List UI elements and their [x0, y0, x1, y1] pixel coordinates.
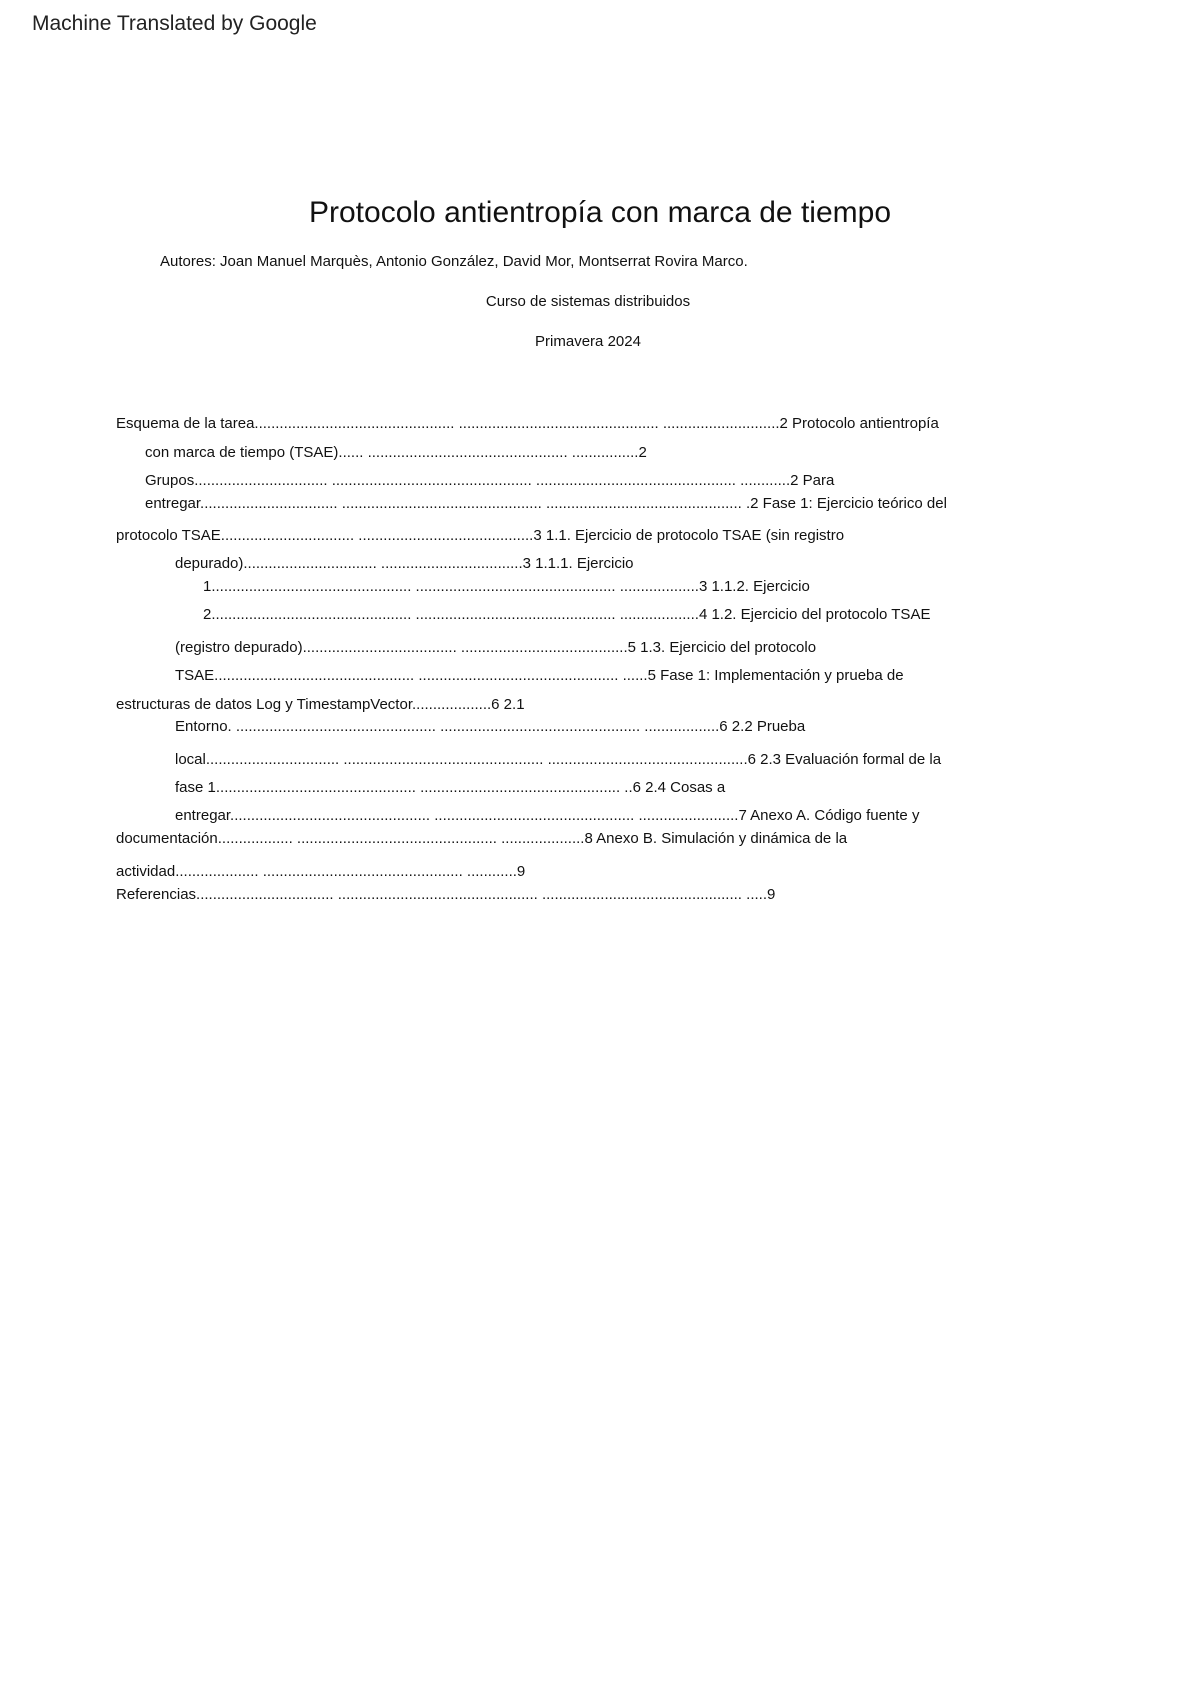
- toc-line: 2................................................ ................................................ ...................4 1.2. Ejercicio del protocolo TSAE: [203, 606, 931, 623]
- toc-line: Esquema de la tarea................................................ ................................................ ............................2 Protocolo antientropía: [116, 415, 939, 432]
- toc-line: entregar................................................ ................................................ ........................7 Anexo A. Código fuente y: [175, 807, 920, 824]
- watermark-label: Machine Translated by Google: [32, 12, 317, 35]
- toc-line: TSAE................................................ ................................................ ......5 Fase 1: Implementación y prueba de: [175, 667, 904, 684]
- toc-line: Grupos................................ ................................................ ................................................ ............2 Para: [145, 472, 835, 489]
- toc-line: entregar................................. ................................................ ............................................... .2 Fase 1: Ejercicio teórico del: [145, 495, 947, 512]
- toc-line: (registro depurado)..................................... ........................................5 1.3. Ejercicio del protocolo: [175, 639, 817, 656]
- toc-line: local................................ ................................................ ................................................6 2.3 Evaluación formal de la: [175, 751, 942, 768]
- toc-line: estructuras de datos Log y TimestampVector...................6 2.1: [116, 696, 525, 713]
- toc-line: actividad.................... ................................................ ............9: [116, 863, 526, 880]
- toc-line: depurado)................................ ..................................3 1.1.1. Ejercicio: [175, 555, 634, 572]
- document-course: Curso de sistemas distribuidos: [485, 293, 691, 310]
- toc-line: Entorno. ................................................ ................................................ ..................6 2.2 Prueba: [175, 718, 806, 735]
- document-term: Primavera 2024: [535, 333, 641, 350]
- toc-line: documentación.................. ................................................ ....................8 Anexo B. Simulación y dinámica de la: [116, 830, 848, 847]
- toc-line: protocolo TSAE................................ ..........................................3 1.1. Ejercicio de protocolo TSAE (sin registro: [116, 527, 845, 544]
- toc-line: fase 1................................................ ................................................ ..6 2.4 Cosas a: [175, 779, 726, 796]
- toc-line: Referencias................................. ................................................ ................................................ .....9: [116, 886, 776, 903]
- toc-line: con marca de tiempo (TSAE)...... ................................................ ................2: [145, 444, 647, 461]
- document-authors: Autores: Joan Manuel Marquès, Antonio González, David Mor, Montserrat Rovira Marco.: [160, 253, 748, 270]
- toc-line: 1................................................ ................................................ ...................3 1.1.2. Ejercicio: [203, 578, 810, 595]
- document-title: Protocolo antientropía con marca de tiempo: [309, 196, 891, 229]
